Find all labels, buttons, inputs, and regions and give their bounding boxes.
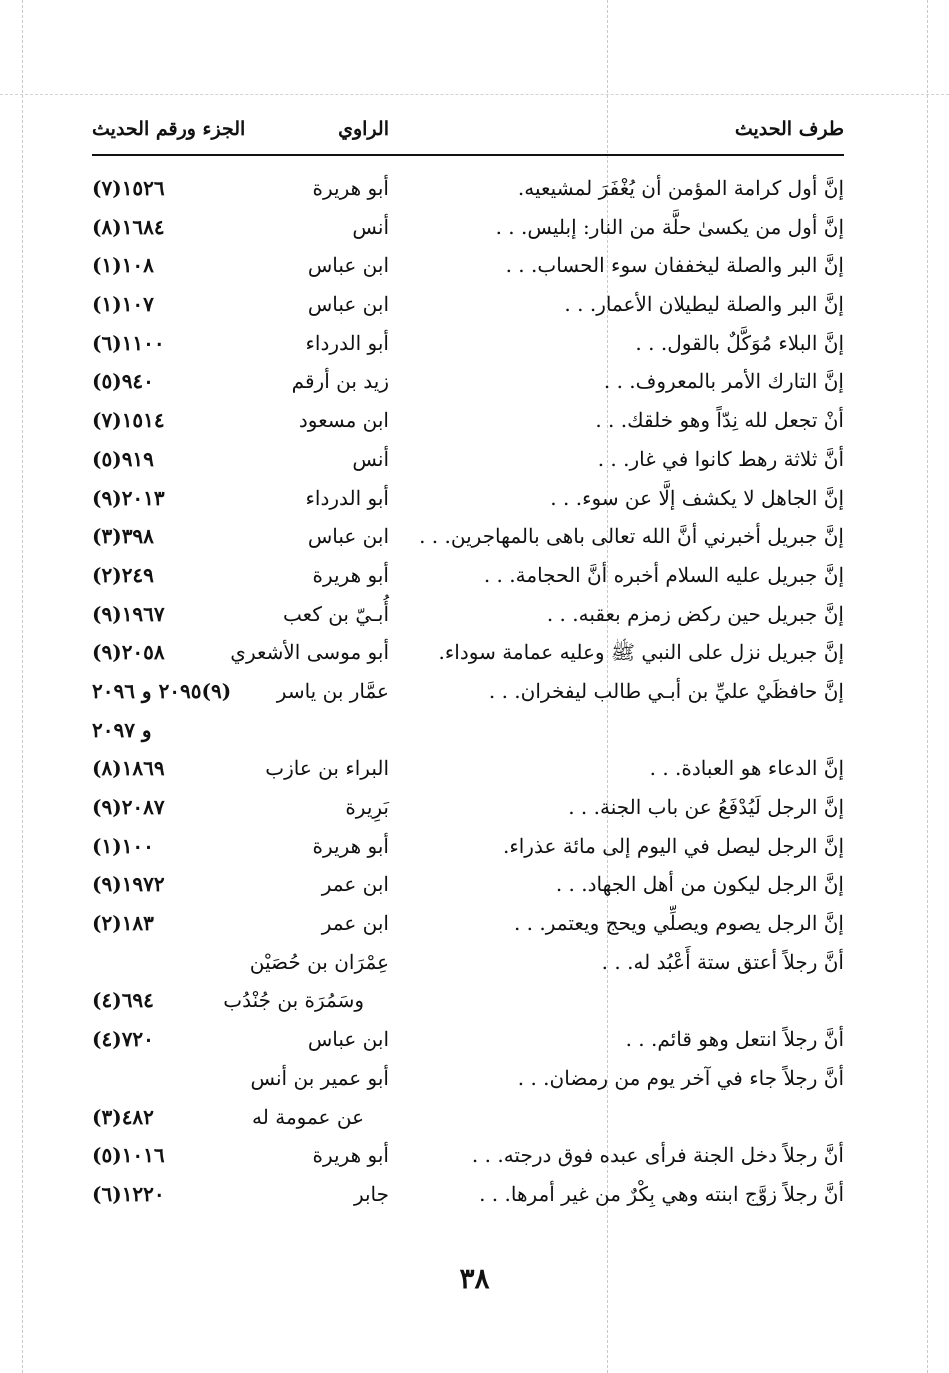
scan-guide-line — [927, 0, 928, 1373]
narrator: زيد بن أرقم — [291, 369, 389, 394]
scan-guide-line — [22, 0, 23, 1373]
hadith-reference: و ٢٠٩٧ — [92, 717, 152, 742]
hadith-text: إنَّ التارك الأمر بالمعروف. . . — [603, 369, 844, 394]
hadith-text: إنَّ أول من يكسىٰ حلَّة من النار: إبليس. . . — [495, 214, 844, 239]
hadith-reference: ٢٠١٣(٩) — [92, 485, 165, 510]
column-header-narrator: الراوي — [338, 118, 389, 140]
narrator: جابر — [353, 1181, 389, 1206]
hadith-reference: ٢٠٨٧(٩) — [92, 795, 165, 819]
hadith-reference: ١٥١٤(٧) — [92, 408, 165, 433]
hadith-text: أنَّ رجلاً دخل الجنة فرأى عبده فوق درجته. . . — [471, 1143, 844, 1168]
table-row — [92, 1139, 844, 1178]
page-number: ٣٨ — [459, 1262, 490, 1295]
table-row — [92, 752, 844, 791]
hadith-reference: ١٦٨٤(٨) — [92, 214, 165, 239]
table-row — [92, 714, 844, 753]
narrator: ابن عمر — [321, 911, 389, 936]
narrator: ابن عمر — [321, 872, 389, 897]
table-row — [92, 172, 844, 211]
hadith-reference: ١٠٨(١) — [92, 253, 154, 278]
narrator: بَرِيرة — [345, 795, 389, 819]
narrator: أبو الدرداء — [305, 330, 389, 355]
table-row — [92, 1178, 844, 1217]
hadith-reference: (٩)٢٠٩٥ و ٢٠٩٦ — [92, 678, 232, 703]
hadith-reference: ١١٠٠(٦) — [92, 330, 165, 355]
hadith-text: إنَّ الرجل يصوم ويصلِّي ويحج ويعتمر. . . — [513, 911, 844, 936]
hadith-reference: ١٠٠(١) — [92, 833, 154, 858]
hadith-reference: ١٥٢٦(٧) — [92, 176, 165, 200]
column-header-hadith: طرف الحديث — [734, 118, 844, 140]
table-row — [92, 830, 844, 869]
hadith-text: إنَّ الرجل لَيُدْفَعُ عن باب الجنة. . . — [568, 795, 844, 819]
table-row — [92, 868, 844, 907]
table-row — [92, 598, 844, 637]
narrator: عِمْرَان بن حُصَيْن — [249, 949, 389, 974]
hadith-text: أنَّ رجلاً أعتق ستة أَعْبُد له. . . — [601, 949, 844, 974]
table-row — [92, 984, 844, 1023]
table-row — [92, 288, 844, 327]
table-row — [92, 520, 844, 559]
narrator: أبو هريرة — [312, 1143, 389, 1168]
narrator: ابن عباس — [307, 253, 389, 278]
hadith-reference: ٦٩٤(٤) — [92, 988, 154, 1013]
hadith-text: أنْ تجعل لله نِدّاً وهو خلقك. . . — [595, 408, 844, 433]
table-row — [92, 404, 844, 443]
hadith-text: إنَّ جبريل نزل على النبي ﷺ وعليه عمامة سوداء. — [438, 640, 844, 665]
narrator: أبو الدرداء — [305, 485, 389, 510]
narrator: أبو هريرة — [312, 833, 389, 858]
hadith-reference: ١٢٢٠(٦) — [92, 1181, 165, 1206]
hadith-reference: ١٨٦٩(٨) — [92, 756, 165, 781]
narrator: أنس — [352, 446, 389, 471]
hadith-text: إنَّ حافظَيْ عليِّ بن أبـي طالب ليفخران. . . — [488, 678, 844, 703]
narrator: أبو موسى الأشعري — [230, 640, 389, 665]
hadith-reference: ١٩٧٢(٩) — [92, 872, 165, 897]
table-row — [92, 365, 844, 404]
narrator: ابن عباس — [307, 1027, 389, 1052]
hadith-text: إنَّ الرجل ليصل في اليوم إلى مائة عذراء. — [502, 833, 844, 858]
table-row — [92, 675, 844, 714]
hadith-table — [92, 172, 844, 1217]
table-row — [92, 443, 844, 482]
table-row — [92, 1023, 844, 1062]
hadith-text: أنَّ ثلاثة رهط كانوا في غار. . . — [597, 446, 844, 471]
hadith-text: إنَّ جبريل أخبرني أنَّ الله تعالى باهى بالمهاجرين. . . — [419, 524, 844, 549]
table-row — [92, 559, 844, 598]
narrator: وسَمُرَة بن جُنْدُب — [223, 988, 364, 1013]
table-row — [92, 211, 844, 250]
table-row — [92, 636, 844, 675]
narrator: عمَّار بن ياسر — [276, 678, 389, 703]
narrator: ابن عباس — [307, 524, 389, 549]
hadith-reference: ٢٠٥٨(٩) — [92, 640, 165, 665]
narrator: أبو هريرة — [312, 176, 389, 200]
hadith-text: إنَّ جبريل عليه السلام أخبره أنَّ الحجامة. . . — [483, 562, 844, 587]
scan-guide-line — [0, 94, 949, 95]
table-row — [92, 1062, 844, 1101]
hadith-text: إنَّ الجاهل لا يكشف إلَّا عن سوء. . . — [550, 485, 844, 510]
hadith-text: أنَّ رجلاً جاء في آخر يوم من رمضان. . . — [517, 1065, 844, 1090]
table-row — [92, 249, 844, 288]
table-row — [92, 907, 844, 946]
table-row — [92, 482, 844, 521]
narrator: أنس — [352, 214, 389, 239]
hadith-reference: ٧٢٠(٤) — [92, 1027, 154, 1052]
hadith-reference: ٩١٩(٥) — [92, 446, 154, 471]
narrator: عن عمومة له — [252, 1104, 364, 1129]
table-row — [92, 1101, 844, 1140]
narrator: البراء بن عازب — [265, 756, 389, 781]
narrator: أبو عمير بن أنس — [250, 1065, 389, 1090]
hadith-text: إنَّ الرجل ليكون من أهل الجهاد. . . — [555, 872, 844, 897]
hadith-text: إنَّ جبريل حين ركض زمزم بعقبه. . . — [546, 601, 844, 626]
hadith-text: إنَّ البر والصلة ليطيلان الأعمار. . . — [564, 292, 844, 317]
hadith-reference: ٣٩٨(٣) — [92, 524, 154, 549]
hadith-text: إنَّ البر والصلة ليخففان سوء الحساب. . . — [505, 253, 844, 278]
narrator: أبو هريرة — [312, 562, 389, 587]
hadith-text: إنَّ البلاء مُوَكَّلٌ بالقول. . . — [635, 330, 844, 355]
table-header — [92, 112, 844, 156]
narrator: ابن مسعود — [298, 408, 389, 433]
hadith-text: إنَّ أول كرامة المؤمن أن يُغْفَرَ لمشيعيه. — [517, 176, 844, 200]
narrator: ابن عباس — [307, 292, 389, 317]
table-row — [92, 791, 844, 830]
hadith-reference: ١٨٣(٢) — [92, 911, 154, 936]
hadith-index-page — [92, 112, 844, 1217]
hadith-reference: ١٩٦٧(٩) — [92, 601, 165, 626]
hadith-text: إنَّ الدعاء هو العبادة. . . — [649, 756, 844, 781]
column-header-reference: الجزء ورقم الحديث — [92, 118, 246, 140]
hadith-reference: ٢٤٩(٢) — [92, 562, 154, 587]
hadith-reference: ١٠٧(١) — [92, 292, 154, 317]
table-row — [92, 327, 844, 366]
hadith-reference: ١٠١٦(٥) — [92, 1143, 165, 1168]
hadith-text: أنَّ رجلاً انتعل وهو قائم. . . — [625, 1027, 844, 1052]
table-row — [92, 946, 844, 985]
narrator: أُبـيّ بن كعب — [283, 601, 389, 626]
hadith-text: أنَّ رجلاً زوَّج ابنته وهي بِكْرٌ من غير أمرها. . . — [479, 1181, 844, 1206]
hadith-reference: ٤٨٢(٣) — [92, 1104, 154, 1129]
hadith-reference: ٩٤٠(٥) — [92, 369, 154, 394]
